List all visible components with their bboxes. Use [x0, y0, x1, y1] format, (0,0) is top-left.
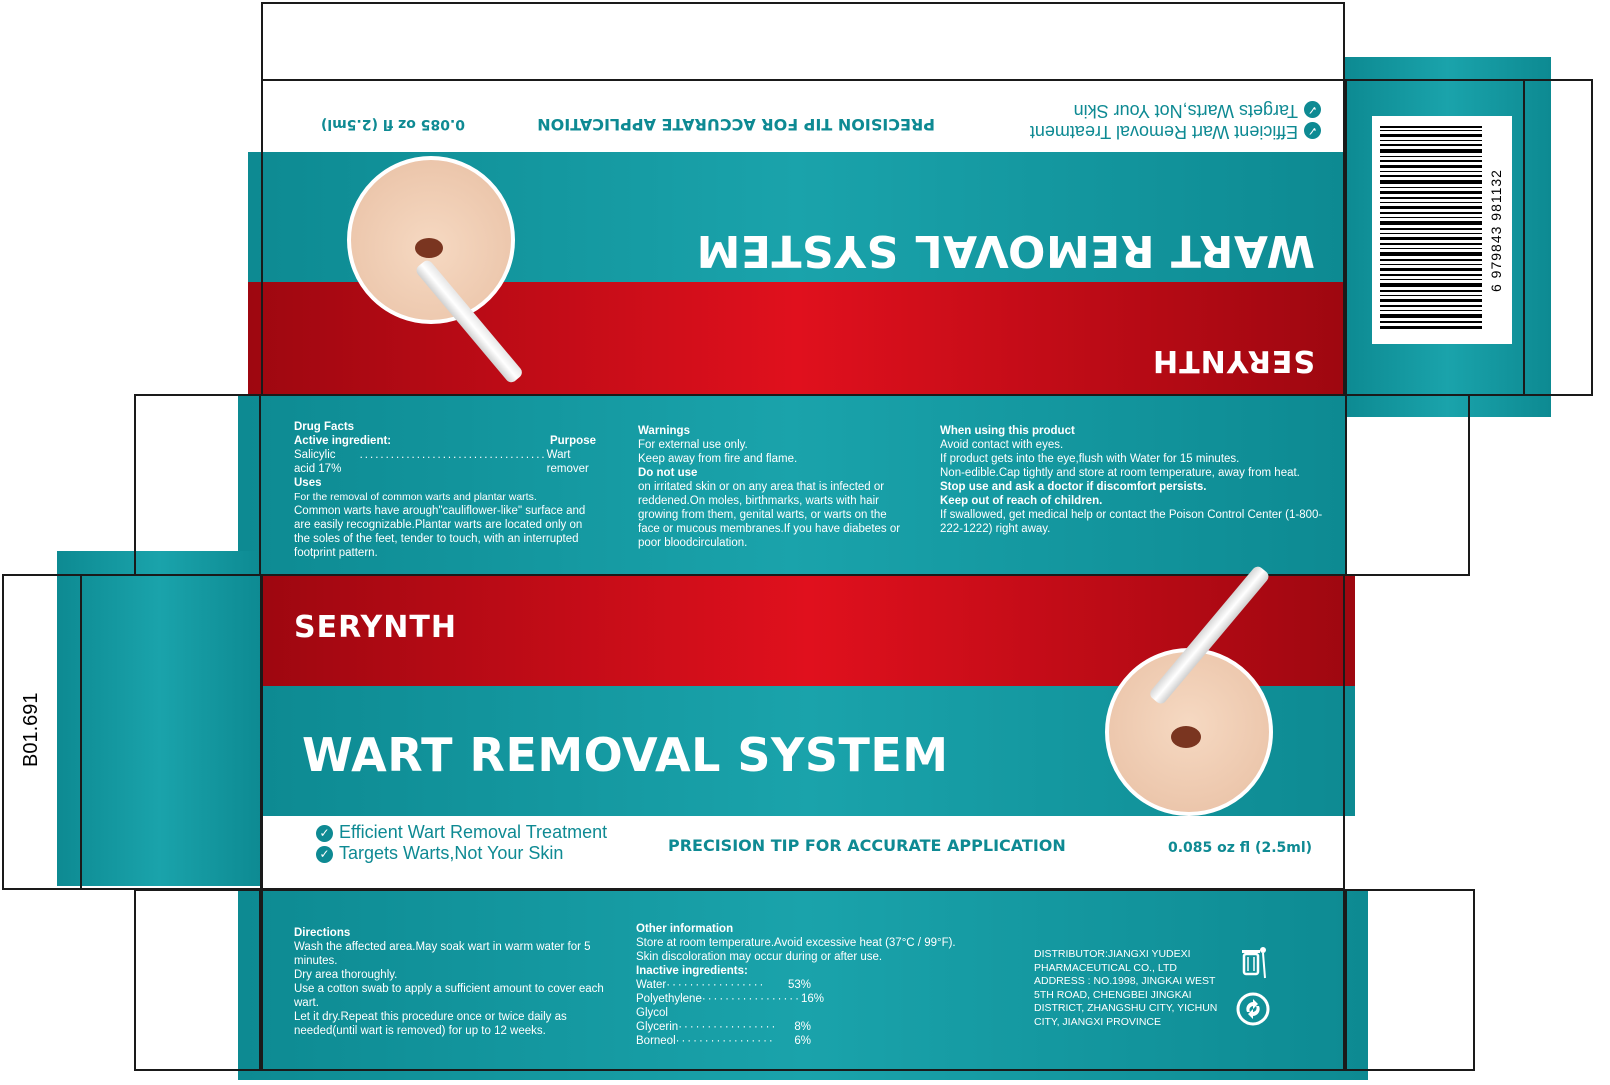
do-not-use-body: on irritated skin or on any area that is infected or reddened.On moles, birthmarks, warts with hair growing from them, genital warts, or warts on the face or mucous membranes.If you have diabetes or poor bloodcirculation. [638, 481, 901, 549]
other-information [636, 922, 976, 1048]
drug-facts-title: Drug Facts [294, 421, 355, 433]
top-product-image [347, 156, 515, 324]
active-label: Active ingredient: [294, 435, 392, 447]
when-using-line1: Avoid contact with eyes. [940, 439, 1064, 451]
keep-out-body: If swallowed, get medical help or contact the Poison Control Center (1-800-222-1222) right away. [940, 509, 1323, 535]
inactive-row: Glycerin ················· 8% [636, 1021, 811, 1033]
when-using-line3: Non-edible.Cap tightly and store at room temperature, away from heat. [940, 467, 1300, 479]
dieline-right-tab [1523, 79, 1593, 396]
warnings-title: Warnings [638, 425, 690, 437]
front-volume: 0.085 oz fl (2.5ml) [1168, 840, 1313, 856]
do-not-use-title: Do not use [638, 467, 698, 479]
directions-line2: Dry area thoroughly. [294, 969, 398, 981]
top-benefits [1030, 100, 1321, 142]
recycle-icon [1236, 992, 1270, 1026]
side-code: B01.691 [20, 692, 42, 768]
barcode [1372, 116, 1512, 344]
front-tagline: PRECISION TIP FOR ACCURATE APPLICATION [668, 836, 1066, 855]
uses-body: Common warts have arough"cauliflower-like" surface and are easily recognizable.Plantar warts are located only on the soles of the feet, tender to touch, with an interrupted footprint pattern. [294, 505, 586, 559]
other-info-title: Other information [636, 923, 734, 935]
top-headline: WART REMOVAL SYSTEM [696, 225, 1315, 276]
top-volume: 0.085 oz fl (2.5ml) [320, 116, 465, 132]
dieline-left-side [80, 574, 262, 890]
dieline-bottom-right [1345, 889, 1475, 1071]
inactive-title: Inactive ingredients: [636, 965, 748, 977]
top-tagline: PRECISION TIP FOR ACCURATE APPLICATION [537, 115, 935, 134]
benefit-2: Targets Warts,Not Your Skin [1073, 101, 1298, 121]
inactive-row: Water ················· 53% [636, 979, 811, 991]
check-circle-icon: ✓ [316, 825, 333, 842]
warnings-line2: Keep away from fire and flame. [638, 453, 798, 465]
front-benefit-2: Targets Warts,Not Your Skin [339, 843, 564, 863]
directions-line3: Use a cotton swab to apply a sufficient amount to cover each wart. [294, 983, 604, 1009]
distributor: DISTRIBUTOR:JIANGXI YUDEXI PHARMACEUTICAL CO., LTD ADDRESS : NO.1998, JINGKAI WEST 5TH ROAD, CHENGBEI JINGKAI DISTRICT, ZHANGSHU CITY, YICHUN CITY, JIANGXI PROVINCE [1034, 948, 1218, 1028]
stop-use-title: Stop use and ask a doctor if discomfort persists. [940, 481, 1207, 493]
inactive-row: Borneol ················· 6% [636, 1035, 811, 1047]
directions-line1: Wash the affected area.May soak wart in warm water for 5 minutes. [294, 941, 591, 967]
keep-out-title: Keep out of reach of children. [940, 495, 1103, 507]
trash-bin-icon [1238, 944, 1268, 980]
front-brand: SERYNTH [294, 610, 457, 645]
other-info-line2: Skin discoloration may occur during or after use. [636, 951, 883, 963]
dieline-facts-right [1345, 394, 1470, 576]
dieline-facts-left [134, 394, 261, 576]
uses-line1: For the removal of common warts and plantar warts. [294, 491, 537, 503]
purpose-label: Purpose [549, 435, 596, 447]
warnings [638, 424, 908, 550]
top-brand: SERYNTH [1152, 343, 1315, 378]
barcode-number: 6 979843 981132 [1488, 169, 1504, 293]
inactive-row: Polyethylene Glycol ················· 16% [636, 993, 824, 1019]
check-circle-icon: ✓ [1304, 101, 1321, 118]
other-info-line1: Store at room temperature.Avoid excessive heat (37°C / 99°F). [636, 937, 956, 949]
front-headline: WART REMOVAL SYSTEM [302, 728, 949, 782]
benefit-1: Efficient Wart Removal Treatment [1029, 122, 1298, 142]
front-benefit-1: Efficient Wart Removal Treatment [339, 822, 608, 842]
directions-title: Directions [294, 927, 351, 939]
directions-line4: Let it dry.Repeat this procedure once or twice daily as needed(until wart is removed) for up to 12 weeks. [294, 1011, 567, 1037]
when-using [940, 424, 1325, 536]
drug-facts: Drug Facts Active ingredient: Purpose Salicylic acid 17% .................................... Wart remover Uses For the removal of common warts and plantar warts. Common warts have arough"cauliflower-like" surface and are easily recognizable.Plantar warts are located only on the soles of the feet, tender to touch, with an interrupted footprint pattern. [294, 421, 596, 559]
when-using-line2: If product gets into the eye,flush with Water for 15 minutes. [940, 453, 1240, 465]
dieline-bottom-left [134, 889, 261, 1071]
dieline-top-flap [261, 2, 1345, 81]
when-using-title: When using this product [940, 425, 1075, 437]
check-circle-icon: ✓ [1304, 122, 1321, 139]
directions [294, 926, 604, 1038]
front-benefits [316, 822, 607, 864]
active-ingredient: Salicylic acid 17% [294, 449, 342, 475]
warnings-line1: For external use only. [638, 439, 748, 451]
uses-title: Uses [294, 477, 322, 489]
check-circle-icon: ✓ [316, 846, 333, 863]
ingredient-purpose: Wart remover [546, 449, 589, 475]
top-flipped-panel [261, 82, 1345, 394]
